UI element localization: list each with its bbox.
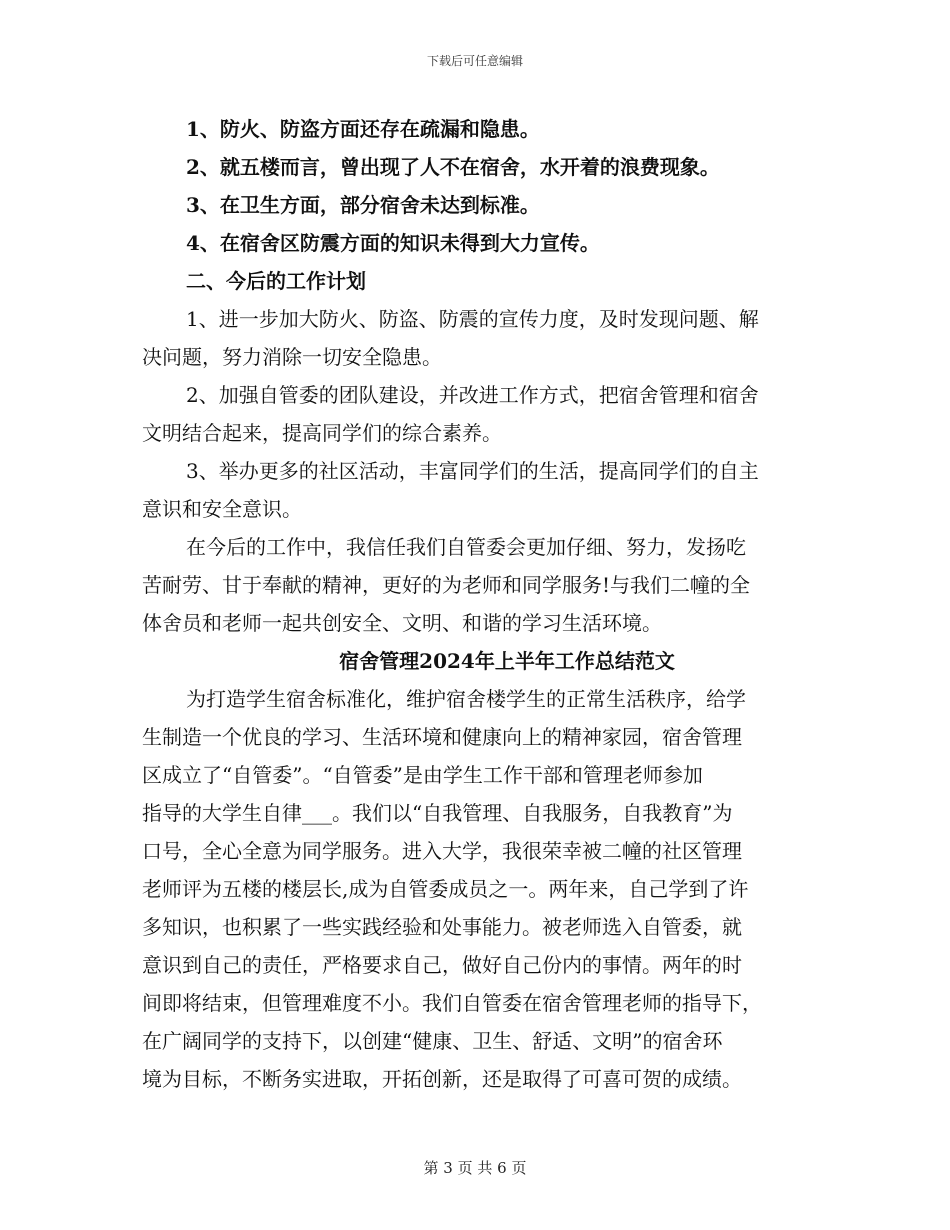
plan-line: 决问题，努力消除一切安全隐患。: [142, 345, 442, 369]
closing-line: 苦耐劳、甘于奉献的精神，更好的为老师和同学服务!与我们二幢的全: [142, 573, 751, 597]
page-header: 下载后可任意编辑: [426, 54, 523, 68]
document-content: [142, 110, 812, 1098]
body-line: 在广阔同学的支持下，以创建“健康、卫生、舒适、文明”的宿舍环: [142, 1029, 723, 1053]
body-line: 意识到自己的责任，严格要求自己，做好自己份内的事情。两年的时: [142, 953, 742, 977]
body-line: 间即将结束，但管理难度不小。我们自管委在宿舍管理老师的指导下，: [142, 991, 762, 1015]
plan-line: 1、进一步加大防火、防盗、防震的宣传力度，及时发现问题、解: [186, 307, 759, 331]
body-line: 为打造学生宿舍标准化，维护宿舍楼学生的正常生活秩序，给学: [186, 687, 746, 711]
body-line: 口号，全心全意为同学服务。进入大学，我很荣幸被二幢的社区管理: [142, 839, 742, 863]
plan-line: 3、举办更多的社区活动，丰富同学们的生活，提高同学们的自主: [186, 459, 759, 483]
issue-item: 4、在宿舍区防震方面的知识未得到大力宣传。: [186, 231, 600, 255]
body-line: 区成立了“自管委”。“自管委”是由学生工作干部和管理老师参加: [142, 763, 703, 787]
plan-line: 2、加强自管委的团队建设，并改进工作方式，把宿舍管理和宿舍: [186, 383, 759, 407]
body-line: 老师评为五楼的楼层长,成为自管委成员之一。两年来，自己学到了许: [142, 877, 749, 901]
issue-item: 3、在卫生方面，部分宿舍未达到标准。: [186, 193, 540, 217]
section-heading: 二、今后的工作计划: [186, 269, 366, 293]
issue-item: 2、就五楼而言，曾出现了人不在宿舍，水开着的浪费现象。: [186, 155, 720, 179]
document-title: 宿舍管理2024年上半年工作总结范文: [339, 649, 675, 673]
closing-line: 体舍员和老师一起共创安全、文明、和谐的学习生活环境。: [142, 611, 662, 635]
body-line: 境为目标，不断务实进取，开拓创新，还是取得了可喜可贺的成绩。: [142, 1067, 742, 1091]
plan-line: 文明结合起来，提高同学们的综合素养。: [142, 421, 502, 445]
body-line: 生制造一个优良的学习、生活环境和健康向上的精神家园，宿舍管理: [142, 725, 742, 749]
body-line: 多知识，也积累了一些实践经验和处事能力。被老师选入自管委，就: [142, 915, 742, 939]
closing-line: 在今后的工作中，我信任我们自管委会更加仔细、努力，发扬吃: [186, 535, 746, 559]
page-footer: 第 3 页 共 6 页: [423, 1159, 527, 1177]
plan-line: 意识和安全意识。: [142, 497, 302, 521]
body-line: 指导的大学生自律___。我们以“自我管理、自我服务，自我教育”为: [142, 801, 733, 825]
issue-item: 1、防火、防盗方面还存在疏漏和隐患。: [186, 117, 540, 141]
